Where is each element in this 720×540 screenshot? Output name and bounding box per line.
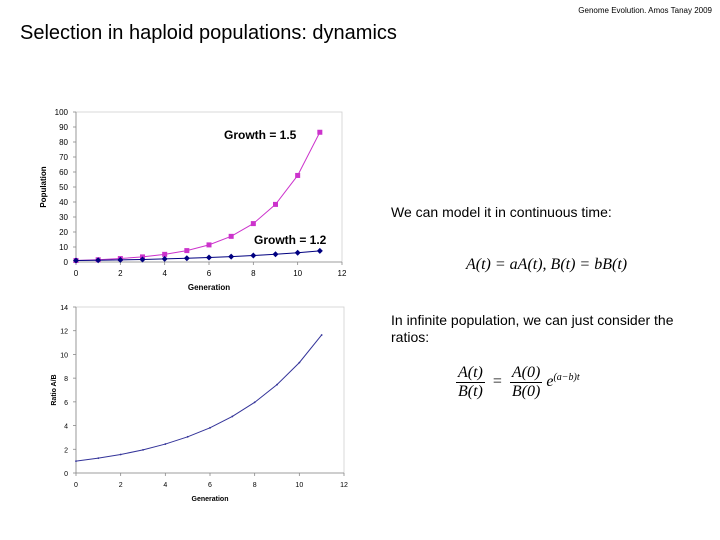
exp-base: e (546, 373, 554, 391)
y-tick-label: 40 (59, 198, 68, 207)
y-tick-label: 0 (63, 258, 68, 267)
y-tick-label: 50 (59, 183, 68, 192)
y-tick-label: 14 (60, 305, 68, 312)
y-tick-label: 70 (59, 153, 68, 162)
data-point (317, 248, 323, 254)
slide-title: Selection in haploid populations: dynamics (20, 22, 397, 44)
y-tick-label: 0 (64, 471, 68, 478)
ratio-rhs (510, 364, 542, 401)
x-tick-label: 6 (206, 269, 212, 278)
x-tick-label: 2 (118, 482, 123, 489)
x-tick-label: 0 (74, 482, 78, 489)
data-point (273, 202, 278, 207)
data-point (120, 454, 122, 456)
data-point (317, 130, 322, 135)
data-point (295, 173, 300, 178)
ode-equation (466, 256, 627, 274)
y-tick-label: 4 (64, 423, 68, 431)
y-axis-label: Population (39, 166, 48, 208)
data-point (273, 251, 279, 257)
annotation-growth-1-2: Growth = 1.2 (254, 233, 327, 247)
y-tick-label: 2 (64, 447, 68, 455)
x-axis-label: Generation (187, 283, 231, 292)
y-tick-label: 12 (60, 328, 68, 336)
ratio-lhs (456, 364, 485, 401)
y-tick-label: 90 (59, 123, 68, 132)
x-tick-label: 6 (208, 482, 212, 489)
continuous-time-text: We can model it in continuous time: (391, 204, 612, 220)
ode-b: B(t) = bB(t) (550, 256, 628, 273)
data-point (295, 250, 301, 256)
ratio-chart (46, 300, 356, 504)
y-tick-label: 80 (59, 138, 68, 147)
series-line (76, 335, 322, 461)
data-point (250, 253, 256, 259)
ratio-lhs-num: A(t) (458, 364, 483, 381)
y-axis-label: Ratio A/B (51, 374, 58, 406)
data-point (97, 457, 99, 459)
data-point (142, 449, 144, 451)
x-tick-label: 8 (251, 269, 256, 278)
data-point (207, 242, 212, 247)
data-point (184, 248, 189, 253)
x-tick-label: 0 (73, 269, 79, 278)
ratio-equation: $\frac{A(t)}{B(t)}$ = $\frac{A(0)}{B(0)}$ $e^{(a-b)t}$ (458, 364, 580, 400)
x-tick-label: 10 (293, 269, 303, 278)
x-axis-label: Generation (191, 496, 229, 503)
y-tick-label: 60 (59, 168, 68, 177)
data-point (164, 443, 166, 445)
population-chart (36, 104, 356, 300)
data-point (229, 234, 234, 239)
x-tick-label: 12 (340, 482, 348, 489)
data-point (206, 255, 212, 261)
y-tick-label: 6 (64, 399, 68, 407)
y-tick-label: 20 (59, 228, 68, 237)
ode-a: A(t) = aA(t), (466, 256, 547, 273)
data-point (187, 436, 189, 438)
data-point (254, 401, 256, 403)
x-tick-label: 4 (162, 269, 167, 278)
exp-power: (a−b)t (553, 371, 580, 383)
y-tick-label: 100 (54, 108, 68, 117)
data-point (75, 460, 77, 462)
y-tick-label: 30 (59, 213, 68, 222)
ratio-lhs-den: B(t) (458, 383, 483, 400)
ratio-rhs-den: B(0) (511, 383, 541, 400)
data-point (231, 416, 233, 418)
ratios-text: In infinite population, we can just consider the ratios: (391, 312, 674, 345)
data-point (184, 255, 190, 261)
data-point (251, 221, 256, 226)
data-point (228, 254, 234, 260)
y-tick-label: 10 (60, 352, 68, 360)
y-tick-label: 10 (59, 243, 68, 252)
x-tick-label: 10 (295, 482, 304, 489)
ratio-rhs-num: A(0) (511, 364, 541, 381)
x-tick-label: 4 (163, 482, 168, 489)
data-point (321, 334, 323, 336)
x-tick-label: 2 (118, 269, 123, 278)
x-tick-label: 12 (337, 269, 347, 278)
data-point (209, 427, 211, 429)
slide-credit: Genome Evolution. Amos Tanay 2009 (578, 6, 712, 15)
data-point (298, 362, 300, 364)
y-tick-label: 8 (64, 376, 68, 384)
x-tick-label: 8 (252, 482, 257, 489)
data-point (276, 384, 278, 386)
annotation-growth-1-5: Growth = 1.5 (224, 128, 297, 142)
plot-area (76, 307, 344, 473)
